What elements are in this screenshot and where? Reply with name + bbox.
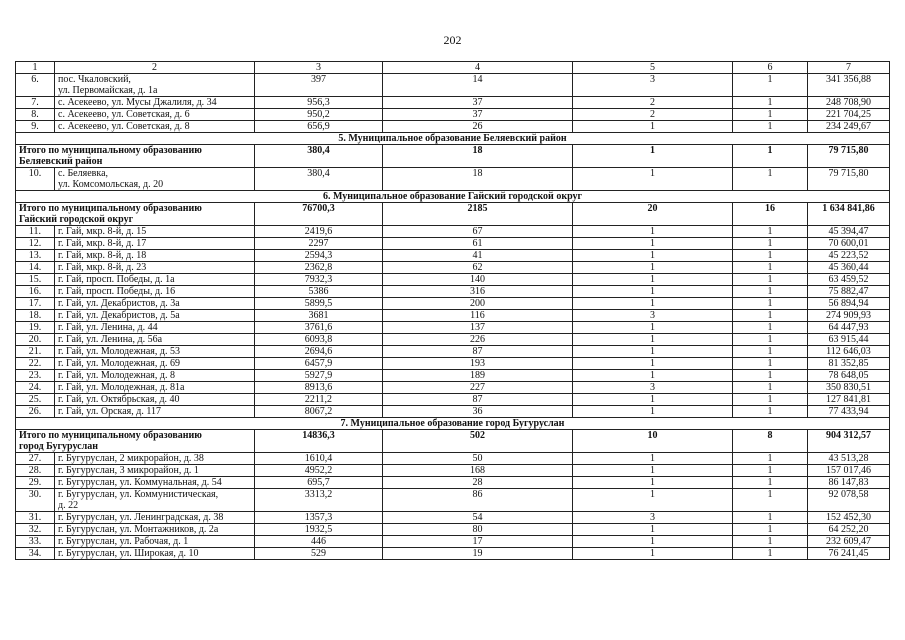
units-cell: 8 — [733, 430, 808, 453]
row-number: 18. — [16, 310, 55, 322]
area-cell: 8067,2 — [255, 406, 383, 418]
total-row — [16, 430, 890, 453]
area-cell: 6093,8 — [255, 334, 383, 346]
cost-cell: 248 708,90 — [808, 97, 890, 109]
address-cell: г. Гай, ул. Молодежная, д. 69 — [55, 358, 255, 370]
cost-cell: 64 252,20 — [808, 524, 890, 536]
table-row — [16, 168, 890, 191]
table-body — [16, 62, 890, 560]
residents-cell: 226 — [383, 334, 573, 346]
residents-cell: 54 — [383, 512, 573, 524]
address-cell: г. Гай, мкр. 8-й, д. 18 — [55, 250, 255, 262]
row-number: 27. — [16, 453, 55, 465]
address-cell: г. Гай, просп. Победы, д. 1а — [55, 274, 255, 286]
address-cell: г. Гай, ул. Ленина, д. 56а — [55, 334, 255, 346]
count-cell: 10 — [573, 430, 733, 453]
table-row — [16, 334, 890, 346]
table-row — [16, 286, 890, 298]
address-cell: с. Асекеево, ул. Советская, д. 6 — [55, 109, 255, 121]
count-cell: 1 — [573, 226, 733, 238]
row-number: 23. — [16, 370, 55, 382]
cost-cell: 63 459,52 — [808, 274, 890, 286]
table-row — [16, 322, 890, 334]
address-cell: г. Гай, мкр. 8-й, д. 23 — [55, 262, 255, 274]
row-number: 8. — [16, 109, 55, 121]
area-cell: 529 — [255, 548, 383, 560]
row-number: 25. — [16, 394, 55, 406]
residents-cell: 18 — [383, 145, 573, 168]
row-number: 24. — [16, 382, 55, 394]
cost-cell: 341 356,88 — [808, 74, 890, 97]
row-number: 11. — [16, 226, 55, 238]
residents-cell: 36 — [383, 406, 573, 418]
residents-cell: 37 — [383, 109, 573, 121]
address-cell: г. Гай, просп. Победы, д. 16 — [55, 286, 255, 298]
row-number: 12. — [16, 238, 55, 250]
units-cell: 1 — [733, 453, 808, 465]
units-cell: 1 — [733, 346, 808, 358]
count-cell: 1 — [573, 262, 733, 274]
cost-cell: 221 704,25 — [808, 109, 890, 121]
address-cell: г. Гай, ул. Орская, д. 117 — [55, 406, 255, 418]
cost-cell: 45 394,47 — [808, 226, 890, 238]
units-cell: 1 — [733, 238, 808, 250]
cost-cell: 43 513,28 — [808, 453, 890, 465]
row-number: 34. — [16, 548, 55, 560]
count-cell: 3 — [573, 74, 733, 97]
address-cell: г. Бугуруслан, ул. Коммунальная, д. 54 — [55, 477, 255, 489]
area-cell: 5386 — [255, 286, 383, 298]
cost-cell: 70 600,01 — [808, 238, 890, 250]
residents-cell: 200 — [383, 298, 573, 310]
address-cell: г. Гай, ул. Декабристов, д. 5а — [55, 310, 255, 322]
cost-cell: 45 223,52 — [808, 250, 890, 262]
cost-cell: 56 894,94 — [808, 298, 890, 310]
data-table — [15, 61, 890, 560]
address-cell: с. Асекеево, ул. Советская, д. 8 — [55, 121, 255, 133]
area-cell: 2694,6 — [255, 346, 383, 358]
units-cell: 1 — [733, 394, 808, 406]
row-number: 32. — [16, 524, 55, 536]
cost-cell: 81 352,85 — [808, 358, 890, 370]
units-cell: 1 — [733, 334, 808, 346]
cost-cell: 112 646,03 — [808, 346, 890, 358]
area-cell: 1357,3 — [255, 512, 383, 524]
cost-cell: 63 915,44 — [808, 334, 890, 346]
col-header-3: 3 — [255, 62, 383, 74]
units-cell: 1 — [733, 97, 808, 109]
col-header-4: 4 — [383, 62, 573, 74]
section-title: 6. Муниципальное образование Гайский городской округ — [16, 191, 890, 203]
residents-cell: 80 — [383, 524, 573, 536]
residents-cell: 116 — [383, 310, 573, 322]
units-cell: 1 — [733, 145, 808, 168]
table-row — [16, 453, 890, 465]
cost-cell: 232 609,47 — [808, 536, 890, 548]
units-cell: 1 — [733, 109, 808, 121]
count-cell: 1 — [573, 168, 733, 191]
units-cell: 1 — [733, 524, 808, 536]
table-row — [16, 394, 890, 406]
area-cell: 3313,2 — [255, 489, 383, 512]
count-cell: 1 — [573, 322, 733, 334]
row-number: 20. — [16, 334, 55, 346]
residents-cell: 14 — [383, 74, 573, 97]
area-cell: 1610,4 — [255, 453, 383, 465]
cost-cell: 64 447,93 — [808, 322, 890, 334]
count-cell: 1 — [573, 298, 733, 310]
address-cell: с. Асекеево, ул. Мусы Джалиля, д. 34 — [55, 97, 255, 109]
cost-cell: 79 715,80 — [808, 145, 890, 168]
table-row — [16, 406, 890, 418]
area-cell: 380,4 — [255, 168, 383, 191]
table-row — [16, 310, 890, 322]
units-cell: 1 — [733, 286, 808, 298]
table-row — [16, 536, 890, 548]
row-number: 22. — [16, 358, 55, 370]
residents-cell: 316 — [383, 286, 573, 298]
cost-cell: 350 830,51 — [808, 382, 890, 394]
residents-cell: 19 — [383, 548, 573, 560]
area-cell: 6457,9 — [255, 358, 383, 370]
count-cell: 1 — [573, 358, 733, 370]
units-cell: 1 — [733, 465, 808, 477]
col-header-5: 5 — [573, 62, 733, 74]
count-cell: 1 — [573, 524, 733, 536]
table-row — [16, 121, 890, 133]
area-cell: 2594,3 — [255, 250, 383, 262]
units-cell: 1 — [733, 489, 808, 512]
count-cell: 1 — [573, 334, 733, 346]
row-number: 10. — [16, 168, 55, 191]
units-cell: 1 — [733, 512, 808, 524]
residents-cell: 168 — [383, 465, 573, 477]
address-cell: г. Гай, ул. Ленина, д. 44 — [55, 322, 255, 334]
residents-cell: 140 — [383, 274, 573, 286]
units-cell: 1 — [733, 477, 808, 489]
units-cell: 1 — [733, 168, 808, 191]
cost-cell: 77 433,94 — [808, 406, 890, 418]
total-row — [16, 203, 890, 226]
table-row — [16, 477, 890, 489]
count-cell: 20 — [573, 203, 733, 226]
units-cell: 1 — [733, 310, 808, 322]
table-row — [16, 465, 890, 477]
total-row — [16, 145, 890, 168]
section-header-row — [16, 133, 890, 145]
table-row — [16, 250, 890, 262]
address-cell: г. Бугуруслан, ул. Коммунистическая, д. 22 — [55, 489, 255, 512]
address-cell: г. Бугуруслан, ул. Монтажников, д. 2а — [55, 524, 255, 536]
row-number: 31. — [16, 512, 55, 524]
row-number: 7. — [16, 97, 55, 109]
units-cell: 1 — [733, 250, 808, 262]
area-cell: 7932,3 — [255, 274, 383, 286]
residents-cell: 2185 — [383, 203, 573, 226]
col-header-1: 1 — [16, 62, 55, 74]
units-cell: 1 — [733, 274, 808, 286]
count-cell: 3 — [573, 310, 733, 322]
units-cell: 1 — [733, 382, 808, 394]
table-row — [16, 226, 890, 238]
cost-cell: 904 312,57 — [808, 430, 890, 453]
col-header-6: 6 — [733, 62, 808, 74]
address-cell: с. Беляевка, ул. Комсомольская, д. 20 — [55, 168, 255, 191]
count-cell: 1 — [573, 346, 733, 358]
col-header-2: 2 — [55, 62, 255, 74]
table-row — [16, 262, 890, 274]
area-cell: 397 — [255, 74, 383, 97]
units-cell: 1 — [733, 262, 808, 274]
table-row — [16, 512, 890, 524]
row-number: 19. — [16, 322, 55, 334]
cost-cell: 75 882,47 — [808, 286, 890, 298]
residents-cell: 26 — [383, 121, 573, 133]
residents-cell: 502 — [383, 430, 573, 453]
address-cell: г. Бугуруслан, ул. Ленинградская, д. 38 — [55, 512, 255, 524]
table-row — [16, 382, 890, 394]
address-cell: пос. Чкаловский, ул. Первомайская, д. 1а — [55, 74, 255, 97]
residents-cell: 189 — [383, 370, 573, 382]
area-cell: 3761,6 — [255, 322, 383, 334]
row-number: 30. — [16, 489, 55, 512]
residents-cell: 18 — [383, 168, 573, 191]
count-cell: 1 — [573, 465, 733, 477]
table-row — [16, 238, 890, 250]
count-cell: 1 — [573, 250, 733, 262]
area-cell: 2362,8 — [255, 262, 383, 274]
section-header-row — [16, 418, 890, 430]
area-cell: 8913,6 — [255, 382, 383, 394]
area-cell: 76700,3 — [255, 203, 383, 226]
residents-cell: 61 — [383, 238, 573, 250]
units-cell: 1 — [733, 548, 808, 560]
units-cell: 1 — [733, 536, 808, 548]
table-row — [16, 524, 890, 536]
section-title: 7. Муниципальное образование город Бугуруслан — [16, 418, 890, 430]
residents-cell: 41 — [383, 250, 573, 262]
count-cell: 1 — [573, 477, 733, 489]
residents-cell: 50 — [383, 453, 573, 465]
table-row — [16, 274, 890, 286]
residents-cell: 67 — [383, 226, 573, 238]
table-row — [16, 97, 890, 109]
section-header-row — [16, 191, 890, 203]
table-row — [16, 346, 890, 358]
residents-cell: 37 — [383, 97, 573, 109]
row-number: 16. — [16, 286, 55, 298]
area-cell: 446 — [255, 536, 383, 548]
units-cell: 16 — [733, 203, 808, 226]
area-cell: 3681 — [255, 310, 383, 322]
units-cell: 1 — [733, 121, 808, 133]
count-cell: 1 — [573, 286, 733, 298]
cost-cell: 1 634 841,86 — [808, 203, 890, 226]
cost-cell: 92 078,58 — [808, 489, 890, 512]
cost-cell: 152 452,30 — [808, 512, 890, 524]
area-cell: 956,3 — [255, 97, 383, 109]
count-cell: 3 — [573, 512, 733, 524]
area-cell: 950,2 — [255, 109, 383, 121]
area-cell: 4952,2 — [255, 465, 383, 477]
cost-cell: 76 241,45 — [808, 548, 890, 560]
table-row — [16, 358, 890, 370]
table-row — [16, 489, 890, 512]
residents-cell: 227 — [383, 382, 573, 394]
table-row — [16, 298, 890, 310]
units-cell: 1 — [733, 298, 808, 310]
area-cell: 2419,6 — [255, 226, 383, 238]
section-title: 5. Муниципальное образование Беляевский район — [16, 133, 890, 145]
units-cell: 1 — [733, 322, 808, 334]
count-cell: 1 — [573, 370, 733, 382]
row-number: 6. — [16, 74, 55, 97]
row-number: 33. — [16, 536, 55, 548]
address-cell: г. Гай, ул. Молодежная, д. 53 — [55, 346, 255, 358]
column-number-row — [16, 62, 890, 74]
table-row — [16, 109, 890, 121]
row-number: 14. — [16, 262, 55, 274]
residents-cell: 87 — [383, 394, 573, 406]
count-cell: 1 — [573, 238, 733, 250]
cost-cell: 79 715,80 — [808, 168, 890, 191]
row-number: 28. — [16, 465, 55, 477]
area-cell: 2297 — [255, 238, 383, 250]
units-cell: 1 — [733, 370, 808, 382]
address-cell: г. Бугуруслан, ул. Широкая, д. 10 — [55, 548, 255, 560]
address-cell: г. Гай, ул. Молодежная, д. 81а — [55, 382, 255, 394]
address-cell: г. Бугуруслан, 3 микрорайон, д. 1 — [55, 465, 255, 477]
col-header-7: 7 — [808, 62, 890, 74]
cost-cell: 234 249,67 — [808, 121, 890, 133]
count-cell: 1 — [573, 274, 733, 286]
residents-cell: 137 — [383, 322, 573, 334]
count-cell: 1 — [573, 394, 733, 406]
area-cell: 695,7 — [255, 477, 383, 489]
area-cell: 656,9 — [255, 121, 383, 133]
address-cell: г. Бугуруслан, ул. Рабочая, д. 1 — [55, 536, 255, 548]
residents-cell: 87 — [383, 346, 573, 358]
table-row — [16, 370, 890, 382]
area-cell: 5899,5 — [255, 298, 383, 310]
row-number: 13. — [16, 250, 55, 262]
count-cell: 1 — [573, 406, 733, 418]
address-cell: г. Гай, ул. Октябрьская, д. 40 — [55, 394, 255, 406]
address-cell: г. Гай, ул. Декабристов, д. 3а — [55, 298, 255, 310]
page-number: 202 — [443, 33, 462, 47]
total-label: Итого по муниципальному образованию Гайский городской округ — [16, 203, 255, 226]
total-label: Итого по муниципальному образованию город Бугуруслан — [16, 430, 255, 453]
residents-cell: 86 — [383, 489, 573, 512]
row-number: 21. — [16, 346, 55, 358]
cost-cell: 274 909,93 — [808, 310, 890, 322]
count-cell: 1 — [573, 121, 733, 133]
residents-cell: 28 — [383, 477, 573, 489]
count-cell: 3 — [573, 382, 733, 394]
count-cell: 1 — [573, 453, 733, 465]
residents-cell: 17 — [383, 536, 573, 548]
address-cell: г. Гай, ул. Молодежная, д. 8 — [55, 370, 255, 382]
table-row — [16, 74, 890, 97]
units-cell: 1 — [733, 358, 808, 370]
cost-cell: 45 360,44 — [808, 262, 890, 274]
residents-cell: 62 — [383, 262, 573, 274]
total-label: Итого по муниципальному образованию Беляевский район — [16, 145, 255, 168]
residents-cell: 193 — [383, 358, 573, 370]
area-cell: 14836,3 — [255, 430, 383, 453]
address-cell: г. Гай, мкр. 8-й, д. 15 — [55, 226, 255, 238]
area-cell: 380,4 — [255, 145, 383, 168]
area-cell: 5927,9 — [255, 370, 383, 382]
cost-cell: 127 841,81 — [808, 394, 890, 406]
count-cell: 1 — [573, 145, 733, 168]
units-cell: 1 — [733, 74, 808, 97]
table-row — [16, 548, 890, 560]
address-cell: г. Бугуруслан, 2 микрорайон, д. 38 — [55, 453, 255, 465]
count-cell: 2 — [573, 97, 733, 109]
address-cell: г. Гай, мкр. 8-й, д. 17 — [55, 238, 255, 250]
row-number: 15. — [16, 274, 55, 286]
row-number: 9. — [16, 121, 55, 133]
count-cell: 1 — [573, 548, 733, 560]
cost-cell: 78 648,05 — [808, 370, 890, 382]
units-cell: 1 — [733, 226, 808, 238]
cost-cell: 86 147,83 — [808, 477, 890, 489]
cost-cell: 157 017,46 — [808, 465, 890, 477]
units-cell: 1 — [733, 406, 808, 418]
row-number: 29. — [16, 477, 55, 489]
count-cell: 1 — [573, 536, 733, 548]
area-cell: 1932,5 — [255, 524, 383, 536]
row-number: 17. — [16, 298, 55, 310]
count-cell: 1 — [573, 489, 733, 512]
count-cell: 2 — [573, 109, 733, 121]
area-cell: 2211,2 — [255, 394, 383, 406]
row-number: 26. — [16, 406, 55, 418]
